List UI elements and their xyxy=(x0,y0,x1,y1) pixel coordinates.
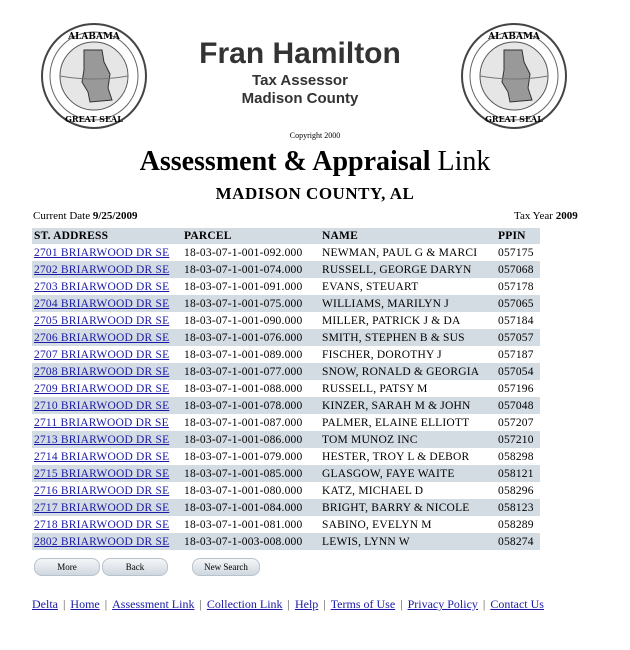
table-row xyxy=(32,278,540,295)
alabama-seal-right-icon xyxy=(460,22,568,130)
parcel-cell: 18-03-07-1-001-079.000 xyxy=(182,448,320,465)
current-date-value: 9/25/2009 xyxy=(92,210,138,222)
ppin-cell: 058298 xyxy=(496,448,540,465)
address-link[interactable]: 2704 BRIARWOOD DR SE xyxy=(34,297,170,310)
footer-link-contact-us[interactable]: Contact Us xyxy=(490,597,544,611)
parcel-cell: 18-03-07-1-001-077.000 xyxy=(182,363,320,380)
addr-cell xyxy=(32,278,182,295)
ppin-cell: 058274 xyxy=(496,533,540,550)
parcel-cell: 18-03-07-1-001-084.000 xyxy=(182,499,320,516)
address-link[interactable]: 2714 BRIARWOOD DR SE xyxy=(34,450,170,463)
seal-bottom-text: GREAT SEAL xyxy=(65,114,123,124)
table-row xyxy=(32,346,540,363)
table-row xyxy=(32,431,540,448)
ppin-cell: 057207 xyxy=(496,414,540,431)
current-date xyxy=(33,210,138,222)
name-cell: SNOW, RONALD & GEORGIA xyxy=(320,363,496,380)
table-header-row xyxy=(32,228,540,244)
parcel-cell: 18-03-07-1-001-080.000 xyxy=(182,482,320,499)
footer-link-privacy-policy[interactable]: Privacy Policy xyxy=(407,597,478,611)
name-cell: FISCHER, DOROTHY J xyxy=(320,346,496,363)
name-cell: HESTER, TROY L & DEBOR xyxy=(320,448,496,465)
name-cell: EVANS, STEUART xyxy=(320,278,496,295)
ppin-cell: 058296 xyxy=(496,482,540,499)
footer-separator: | xyxy=(199,597,202,611)
table-row xyxy=(32,261,540,278)
table-row xyxy=(32,516,540,533)
footer-link-delta[interactable]: Delta xyxy=(32,597,58,611)
address-link[interactable]: 2802 BRIARWOOD DR SE xyxy=(34,535,170,548)
footer-separator: | xyxy=(104,597,108,611)
name-cell: WILLIAMS, MARILYN J xyxy=(320,295,496,312)
address-link[interactable]: 2703 BRIARWOOD DR SE xyxy=(34,280,170,293)
table-row xyxy=(32,295,540,312)
addr-cell xyxy=(32,329,182,346)
parcel-cell: 18-03-07-1-001-075.000 xyxy=(182,295,320,312)
table-row xyxy=(32,482,540,499)
alabama-seal-left-icon xyxy=(40,22,148,130)
address-link[interactable]: 2713 BRIARWOOD DR SE xyxy=(34,433,170,446)
ppin-cell: 057068 xyxy=(496,261,540,278)
page-title xyxy=(0,145,630,179)
footer-link-terms-of-use[interactable]: Terms of Use xyxy=(330,597,396,611)
addr-cell xyxy=(32,482,182,499)
parcel-cell: 18-03-07-1-001-086.000 xyxy=(182,431,320,448)
footer-separator: | xyxy=(63,597,66,611)
address-link[interactable]: 2701 BRIARWOOD DR SE xyxy=(34,246,170,259)
parcel-cell: 18-03-07-1-001-074.000 xyxy=(182,261,320,278)
name-cell: GLASGOW, FAYE WAITE xyxy=(320,465,496,482)
address-link[interactable]: 2710 BRIARWOOD DR SE xyxy=(34,399,170,412)
addr-cell xyxy=(32,516,182,533)
addr-cell xyxy=(32,363,182,380)
name-cell: MILLER, PATRICK J & DA xyxy=(320,312,496,329)
tax-year xyxy=(514,210,578,222)
address-link[interactable]: 2717 BRIARWOOD DR SE xyxy=(34,501,170,514)
seal-bottom-text: GREAT SEAL xyxy=(485,114,543,124)
column-header-parcel: PARCEL xyxy=(182,228,320,244)
name-cell: PALMER, ELAINE ELLIOTT xyxy=(320,414,496,431)
addr-cell xyxy=(32,499,182,516)
table-row xyxy=(32,465,540,482)
address-link[interactable]: 2708 BRIARWOOD DR SE xyxy=(34,365,170,378)
ppin-cell: 057187 xyxy=(496,346,540,363)
address-link[interactable]: 2718 BRIARWOOD DR SE xyxy=(34,518,170,531)
addr-cell xyxy=(32,295,182,312)
parcel-cell: 18-03-07-1-001-087.000 xyxy=(182,414,320,431)
footer-link-collection-link[interactable]: Collection Link xyxy=(206,597,283,611)
address-link[interactable]: 2715 BRIARWOOD DR SE xyxy=(34,467,170,480)
column-header-name: NAME xyxy=(320,228,496,244)
parcel-cell: 18-03-07-1-001-092.000 xyxy=(182,244,320,261)
table-row xyxy=(32,380,540,397)
current-date-label: Current Date xyxy=(33,210,91,222)
addr-cell xyxy=(32,465,182,482)
parcel-cell: 18-03-07-1-001-088.000 xyxy=(182,380,320,397)
ppin-cell: 057065 xyxy=(496,295,540,312)
parcel-cell: 18-03-07-1-003-008.000 xyxy=(182,533,320,550)
addr-cell xyxy=(32,312,182,329)
back-button[interactable]: Back xyxy=(102,558,168,576)
parcel-cell: 18-03-07-1-001-085.000 xyxy=(182,465,320,482)
addr-cell xyxy=(32,261,182,278)
name-cell: KINZER, SARAH M & JOHN xyxy=(320,397,496,414)
addr-cell xyxy=(32,448,182,465)
seal-top-text: ALABAMA xyxy=(488,32,540,42)
parcel-cell: 18-03-07-1-001-091.000 xyxy=(182,278,320,295)
assessor-name: Fran Hamilton xyxy=(199,37,401,70)
name-cell: NEWMAN, PAUL G & MARCI xyxy=(320,244,496,261)
parcel-cell: 18-03-07-1-001-078.000 xyxy=(182,397,320,414)
address-link[interactable]: 2711 BRIARWOOD DR SE xyxy=(34,416,169,429)
footer-link-help[interactable]: Help xyxy=(294,597,319,611)
footer-separator: | xyxy=(323,597,326,611)
address-link[interactable]: 2706 BRIARWOOD DR SE xyxy=(34,331,170,344)
parcel-cell: 18-03-07-1-001-089.000 xyxy=(182,346,320,363)
table-row xyxy=(32,414,540,431)
page-title-bold: Assessment & Appraisal xyxy=(139,146,431,177)
parcel-cell: 18-03-07-1-001-076.000 xyxy=(182,329,320,346)
name-cell: RUSSELL, GEORGE DARYN xyxy=(320,261,496,278)
name-cell: SMITH, STEPHEN B & SUS xyxy=(320,329,496,346)
tax-year-value: 2009 xyxy=(555,210,578,222)
footer-link-home[interactable]: Home xyxy=(70,597,100,611)
ppin-cell: 057057 xyxy=(496,329,540,346)
ppin-cell: 057196 xyxy=(496,380,540,397)
addr-cell xyxy=(32,431,182,448)
address-link[interactable]: 2716 BRIARWOOD DR SE xyxy=(34,484,170,497)
table-row xyxy=(32,448,540,465)
table-row xyxy=(32,244,540,261)
footer-nav xyxy=(32,597,544,612)
ppin-cell: 057184 xyxy=(496,312,540,329)
addr-cell xyxy=(32,397,182,414)
ppin-cell: 058123 xyxy=(496,499,540,516)
parcel-cell: 18-03-07-1-001-090.000 xyxy=(182,312,320,329)
address-link[interactable]: 2709 BRIARWOOD DR SE xyxy=(34,382,170,395)
addr-cell xyxy=(32,346,182,363)
name-cell: KATZ, MICHAEL D xyxy=(320,482,496,499)
name-cell: RUSSELL, PATSY M xyxy=(320,380,496,397)
name-cell: LEWIS, LYNN W xyxy=(320,533,496,550)
name-cell: TOM MUNOZ INC xyxy=(320,431,496,448)
addr-cell xyxy=(32,414,182,431)
addr-cell xyxy=(32,244,182,261)
page-title-normal: Link xyxy=(437,146,491,177)
footer-link-assessment-link[interactable]: Assessment Link xyxy=(112,597,195,611)
name-cell: BRIGHT, BARRY & NICOLE xyxy=(320,499,496,516)
seal-top-text: ALABAMA xyxy=(68,32,120,42)
new-search-button[interactable]: New Search xyxy=(192,558,260,576)
ppin-cell: 057054 xyxy=(496,363,540,380)
addr-cell xyxy=(32,380,182,397)
table-row xyxy=(32,533,540,550)
table-row xyxy=(32,397,540,414)
ppin-cell: 057178 xyxy=(496,278,540,295)
footer-separator: | xyxy=(287,597,290,611)
ppin-cell: 058121 xyxy=(496,465,540,482)
footer-separator: | xyxy=(400,597,403,611)
addr-cell xyxy=(32,533,182,550)
name-cell: SABINO, EVELYN M xyxy=(320,516,496,533)
ppin-cell: 057210 xyxy=(496,431,540,448)
table-row xyxy=(32,329,540,346)
results-table xyxy=(32,228,540,550)
assessor-title: Tax Assessor xyxy=(252,72,348,89)
column-header-address: ST. ADDRESS xyxy=(32,228,182,244)
page-subtitle: MADISON COUNTY, AL xyxy=(215,184,415,203)
address-link[interactable]: 2705 BRIARWOOD DR SE xyxy=(34,314,170,327)
ppin-cell: 058289 xyxy=(496,516,540,533)
county-line: Madison County xyxy=(241,90,359,107)
address-link[interactable]: 2702 BRIARWOOD DR SE xyxy=(34,263,170,276)
tax-year-label: Tax Year xyxy=(514,210,553,222)
more-button[interactable]: More xyxy=(34,558,100,576)
footer-separator: | xyxy=(482,597,486,611)
column-header-ppin: PPIN xyxy=(496,228,540,244)
copyright-text: Copyright 2000 xyxy=(289,131,341,140)
ppin-cell: 057048 xyxy=(496,397,540,414)
ppin-cell: 057175 xyxy=(496,244,540,261)
table-row xyxy=(32,363,540,380)
table-row xyxy=(32,312,540,329)
address-link[interactable]: 2707 BRIARWOOD DR SE xyxy=(34,348,170,361)
parcel-cell: 18-03-07-1-001-081.000 xyxy=(182,516,320,533)
table-row xyxy=(32,499,540,516)
